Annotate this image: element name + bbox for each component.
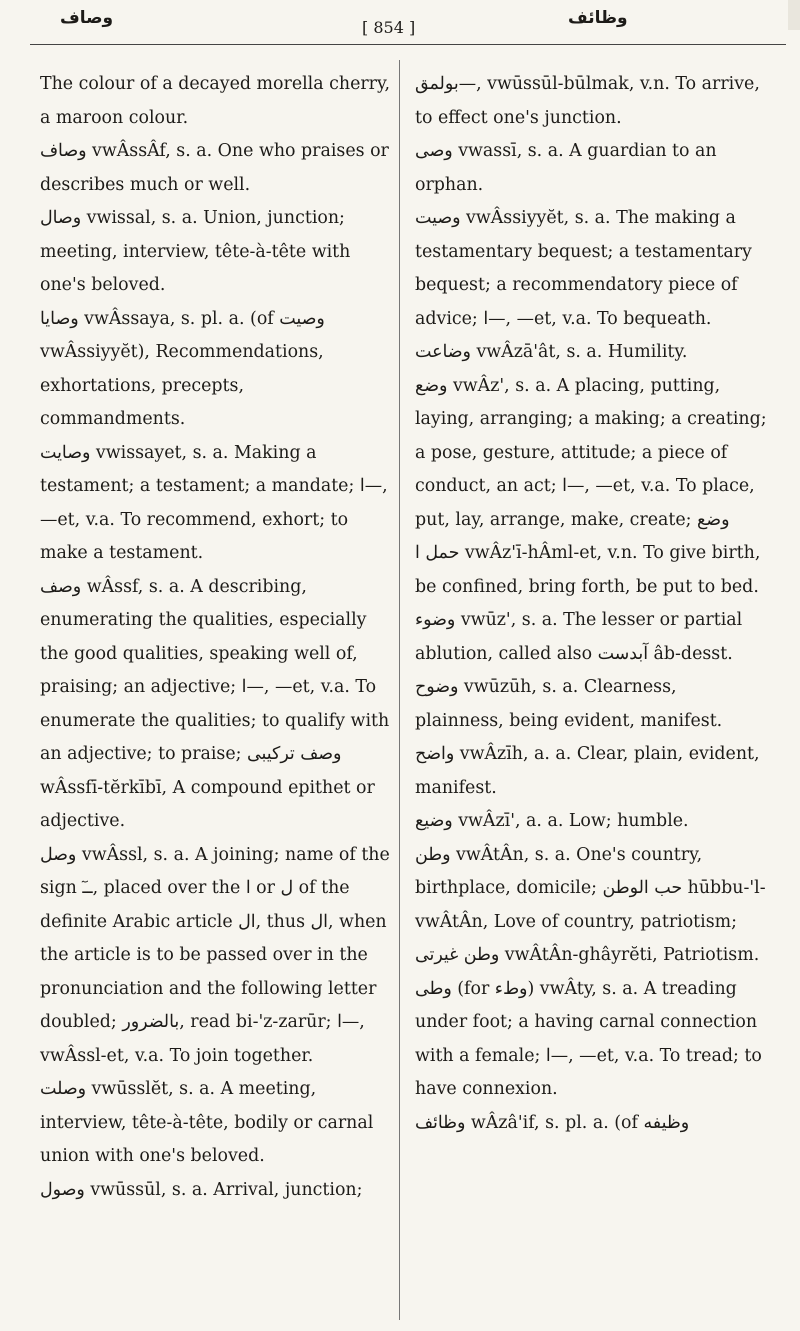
entry: وصول vwūssūl, s. a. Arrival, junction; [40, 1179, 363, 1200]
column-divider [399, 60, 400, 1320]
entry: وصف wÂssf, s. a. A describing, enumerating the qualities, especially the good qualities, speaking well of, praising; an adjective; ا—, —et, v.a. To enumerate the qualities; to qualify with an adjective; to praise; وصف ترکيبى wÂssfī-tĕrkībī, A compound epithet or adjective. [40, 576, 390, 831]
page-edge [788, 0, 800, 30]
page-header [30, 8, 786, 48]
entry: وصاف vwÂssÂf, s. a. One who praises or describes much or well. [40, 141, 389, 195]
entry: وضيع vwÂzī', a. a. Low; humble. [415, 811, 689, 831]
entry: The colour of a decayed morella cherry, a maroon colour. [40, 74, 391, 128]
entry: وصال vwissal, s. a. Union, junction; meeting, interview, tête-à-tête with one's beloved. [40, 208, 351, 295]
entry: وطى (for وطء) vwÂty, s. a. A treading under foot; a having carnal connection with a female; ا—, —et, v.a. To tread; to have connexion. [415, 978, 762, 1099]
entry: وصى vwassī, s. a. A guardian to an orphan. [415, 141, 717, 195]
entry: وطن vwÂtÂn, s. a. One's country, birthplace, domicile; حب الوطن hūbbu-'l-vwÂtÂn, Love of country, patriotism; وطن غيرتى vwÂtÂn-ghâyrĕti, Patriotism. [415, 844, 766, 965]
left-column [40, 68, 392, 1207]
right-column [415, 68, 767, 1140]
header-catchword-left: وصاف [60, 8, 114, 28]
entry: بولمق—, vwūssūl-būlmak, v.n. To arrive, to effect one's junction. [415, 74, 760, 128]
entry: وصل vwÂssl, s. a. A joining; name of the sign ــٓ, placed over the ا or ل of the definite Arabic article ال, thus ال, when the article is to be passed over in the pronunciation and the following letter doubled; بالضرور, read bi-'z-zarūr; ا—, vwÂssl-et, v.a. To join together. [40, 844, 390, 1066]
entry: وضع vwÂz', s. a. A placing, putting, laying, arranging; a making; a creating; a pose, gesture, attitude; a piece of conduct, an act; ا—, —et, v.a. To place, put, lay, arrange, make, create; وضع حمل ا vwÂz'ī-hÂml-et, v.n. To give birth, be confined, bring forth, be put to bed. [415, 375, 767, 597]
entry: وصايت vwissayet, s. a. Making a testament; a testament; a mandate; ا—, —et, v.a. To recommend, exhort; to make a testament. [40, 442, 388, 563]
entry: واضح vwÂzīh, a. a. Clear, plain, evident, manifest. [415, 744, 760, 798]
header-catchword-right: وظائف [568, 8, 628, 28]
entry: وظائف wÂzâ'if, s. pl. a. (of وظيفه [415, 1112, 690, 1133]
page-number: [ 854 ] [362, 18, 416, 37]
entry: وضوء vwūz', s. a. The lesser or partial ablution, called also آبدست âb-desst. [415, 610, 743, 664]
entry: وصلت vwūsslĕt, s. a. A meeting, interview, tête-à-tête, bodily or carnal union with one's beloved. [40, 1079, 374, 1166]
header-rule [30, 44, 786, 45]
entry: وصايا vwÂssaya, s. pl. a. (of وصيت vwÂssiyyĕt), Recommendations, exhortations, precepts, commandments. [40, 308, 325, 429]
entry: وضوح vwūzūh, s. a. Clearness, plainness, being evident, manifest. [415, 677, 723, 731]
entry: وضاعت vwÂzā'ât, s. a. Humility. [415, 342, 688, 362]
entry: وصيت vwÂssiyyĕt, s. a. The making a testamentary bequest; a testamentary bequest; a recommendatory piece of advice; ا—, —et, v.a. To bequeath. [415, 208, 752, 329]
